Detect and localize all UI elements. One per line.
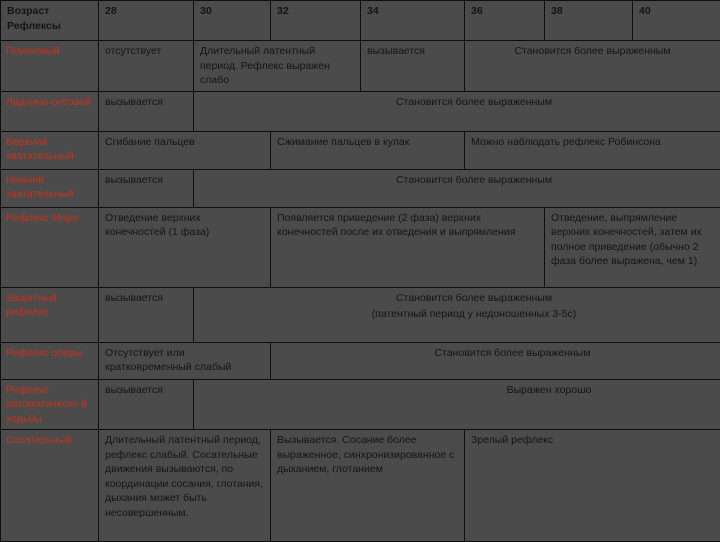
table-row (1, 430, 720, 542)
cell: вызывается (99, 91, 194, 131)
table-row (1, 169, 720, 207)
reflexes-header-label: Рефлексы (7, 19, 92, 34)
age-header-label: Возраст (7, 4, 92, 19)
table-row (1, 342, 720, 379)
cell: Длительный латентный период, рефлекс слабый. Сосательные движения вызываются, по координации сосания, глотания, дыхания может быть несовершенным. (99, 430, 271, 542)
table-row (1, 287, 720, 342)
table-row (1, 379, 720, 430)
cell: Выражен хорошо (194, 379, 720, 430)
age-34: 34 (361, 1, 465, 41)
cell: Сжимание пальцев в кулак (271, 131, 465, 169)
cell: Становится более выраженным (465, 41, 720, 92)
reflex-name: Сосательный (1, 430, 99, 542)
reflex-name: Верхний хватательный (1, 131, 99, 169)
cell-line: Становится более выраженным (234, 291, 714, 306)
header-row (1, 1, 720, 41)
cell: вызывается (361, 41, 465, 92)
cell: Становится более выраженным (194, 91, 720, 131)
reflex-name: Ладонно-ротовой (1, 91, 99, 131)
cell: Отведение верхних конечностей (1 фаза) (99, 207, 271, 287)
cell: Сгибание пальцев (99, 131, 271, 169)
cell: Можно наблюдать рефлекс Робинсона (465, 131, 720, 169)
age-38: 38 (545, 1, 633, 41)
cell: Появляется приведение (2 фаза) верхних конечностей после их отведения и выпрямления (271, 207, 545, 287)
reflex-name: Нижний хватательный (1, 169, 99, 207)
cell: Становится более выраженным (271, 342, 720, 379)
age-40: 40 (633, 1, 720, 41)
cell: Отведение, выпрямление верхних конечностей, затем их полное приведение (обычно 2 фаза более выражена, чем 1) (545, 207, 720, 287)
table-row (1, 207, 720, 287)
reflex-name: Поисковый (1, 41, 99, 92)
age-30: 30 (194, 1, 271, 41)
cell: Длительный латентный период. Рефлекс выражен слабо (194, 41, 361, 92)
cell (194, 287, 720, 342)
table-row (1, 41, 720, 92)
cell: Становится более выраженным (194, 169, 720, 207)
cell: отсутствует (99, 41, 194, 92)
reflex-name: Рефлекс Моро (1, 207, 99, 287)
age-32: 32 (271, 1, 361, 41)
table-row (1, 131, 720, 169)
cell: вызывается (99, 287, 194, 342)
cell: вызывается (99, 169, 194, 207)
cell: Зрелый рефлекс (465, 430, 720, 542)
cell: вызывается (99, 379, 194, 430)
age-28: 28 (99, 1, 194, 41)
corner-header (1, 1, 99, 41)
reflex-name: Рефлекс автоматическо й ходьбы (1, 379, 99, 430)
age-36: 36 (465, 1, 545, 41)
reflex-name: Защитный рефлекс (1, 287, 99, 342)
cell: Отсутствует или кратковременный слабый (99, 342, 271, 379)
table-row (1, 91, 720, 131)
cell-line: (патентный период у недоношенных 3-5с) (234, 307, 714, 322)
reflex-name: Рефлекс опоры (1, 342, 99, 379)
cell: Вызывается. Сосание более выраженное, синхронизированное с дыханием, глотанием (271, 430, 465, 542)
